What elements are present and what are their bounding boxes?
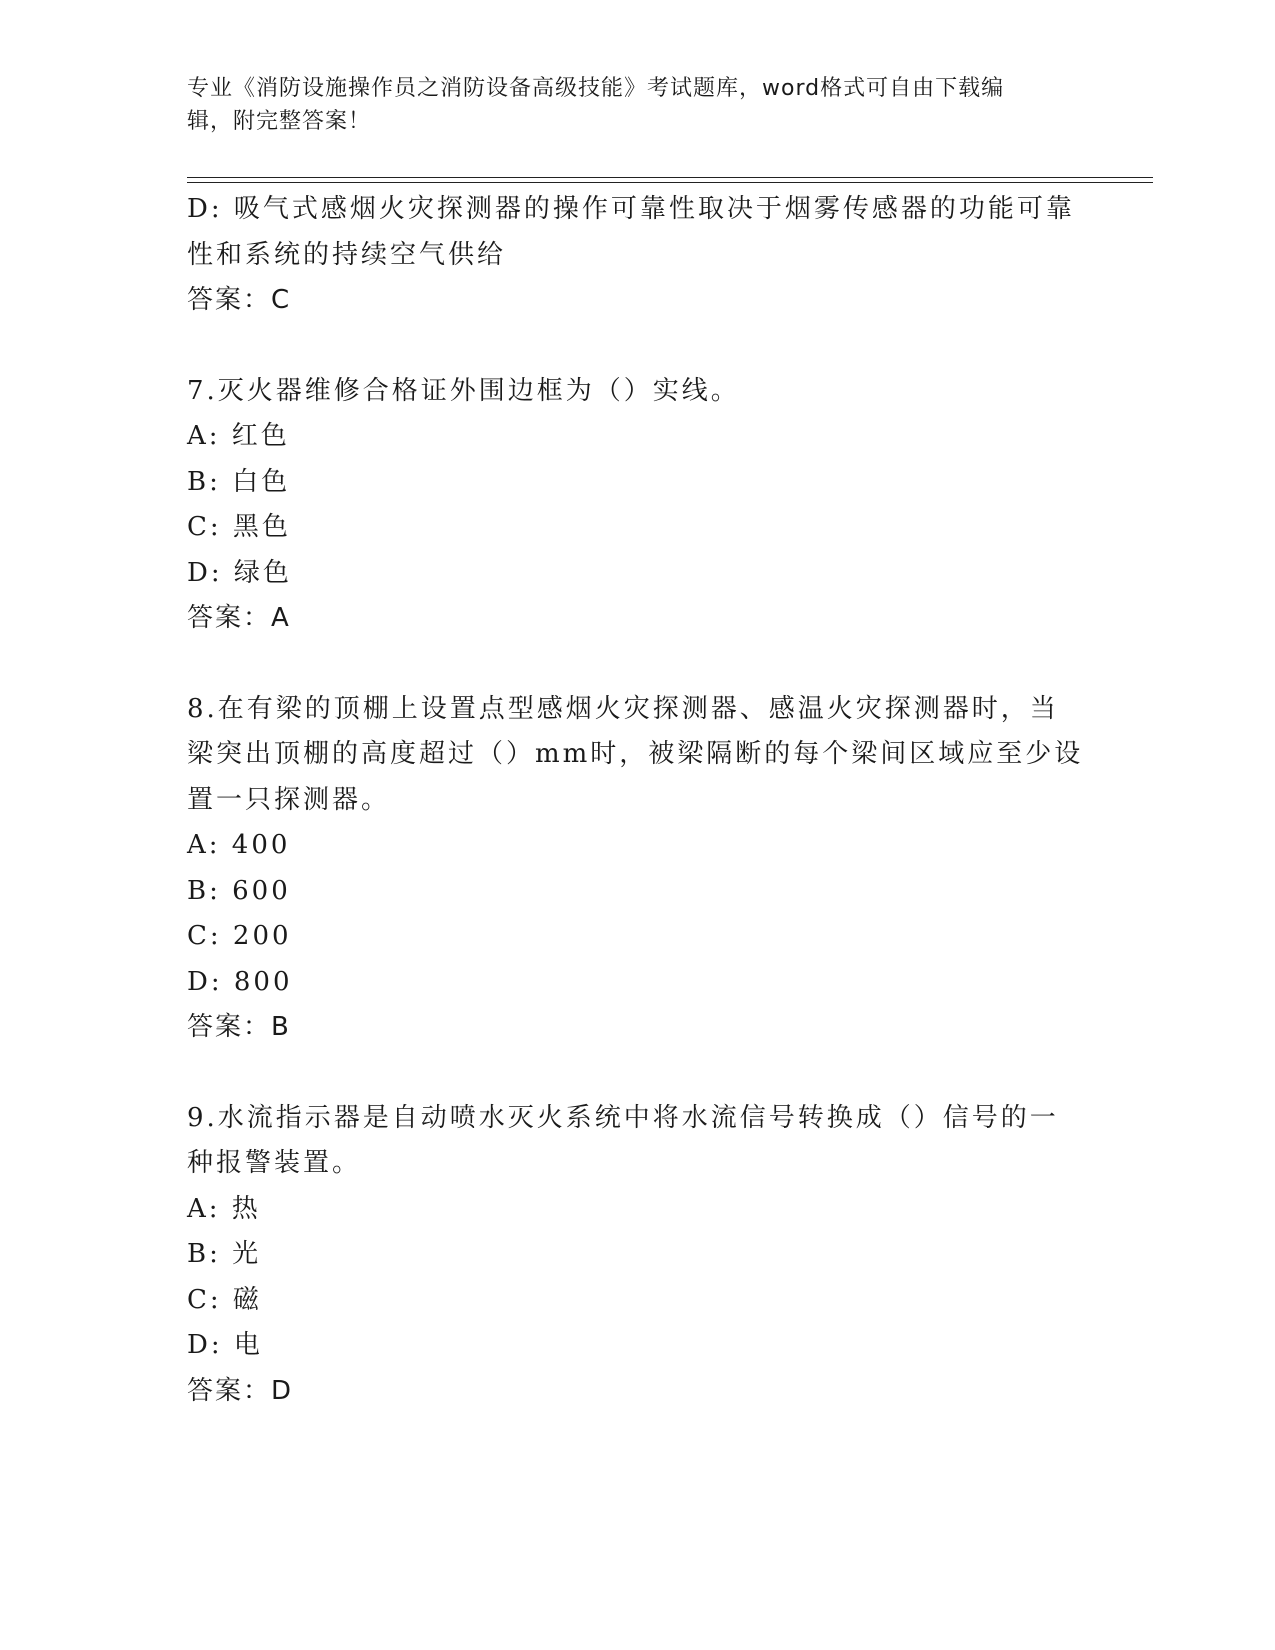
option-b: B: 600 <box>187 875 291 906</box>
option-d-line-1: D: 吸气式感烟火灾探测器的操作可靠性取决于烟雾传感器的功能可靠 <box>187 194 1075 224</box>
answer-label: 答案：A <box>187 603 291 633</box>
question-stem: 7.灭火器维修合格证外围边框为（）实线。 <box>187 375 740 406</box>
option-c: C: 磁 <box>187 1284 262 1315</box>
header-divider-bottom <box>187 182 1153 183</box>
option-c: C: 黑色 <box>187 512 291 542</box>
option-c: C: 200 <box>187 921 292 951</box>
option-a: A: 红色 <box>187 421 290 451</box>
header-line-2: 辑，附完整答案！ <box>187 109 372 134</box>
header-divider-top <box>187 177 1153 178</box>
question-stem-line-2: 种报警装置。 <box>187 1148 362 1178</box>
option-a: A: 热 <box>187 1193 261 1224</box>
option-d: D: 绿色 <box>187 557 292 588</box>
question-stem-line-2: 梁突出顶棚的高度超过（）mm时，被梁隔断的每个梁间区域应至少设 <box>187 739 1084 769</box>
question-list <box>187 187 1084 1459</box>
option-b: B: 白色 <box>187 466 291 497</box>
answer-label: 答案：B <box>187 1012 291 1042</box>
option-b: B: 光 <box>187 1239 262 1269</box>
option-d: D: 电 <box>187 1330 263 1360</box>
question-7 <box>187 369 1067 642</box>
answer-label: 答案：D <box>187 1375 294 1406</box>
document-header <box>187 72 1067 138</box>
question-8 <box>187 687 1084 1051</box>
option-a: A: 400 <box>187 830 291 860</box>
question-stem-line-3: 置一只探测器。 <box>187 784 391 815</box>
question-stem-line-1: 9.水流指示器是自动喷水灭火系统中将水流信号转换成（）信号的一 <box>187 1102 1059 1133</box>
question-stem-line-1: 8.在有梁的顶棚上设置点型感烟火灾探测器、感温火灾探测器时，当 <box>187 693 1059 724</box>
question-9 <box>187 1096 1067 1415</box>
previous-question-tail <box>187 187 1075 324</box>
option-d-line-2: 性和系统的持续空气供给 <box>187 239 507 270</box>
answer-label: 答案：C <box>187 285 292 315</box>
option-d: D: 800 <box>187 966 293 997</box>
header-line-1: 专业《消防设施操作员之消防设备高级技能》考试题库，word格式可自由下载编 <box>187 76 1005 101</box>
